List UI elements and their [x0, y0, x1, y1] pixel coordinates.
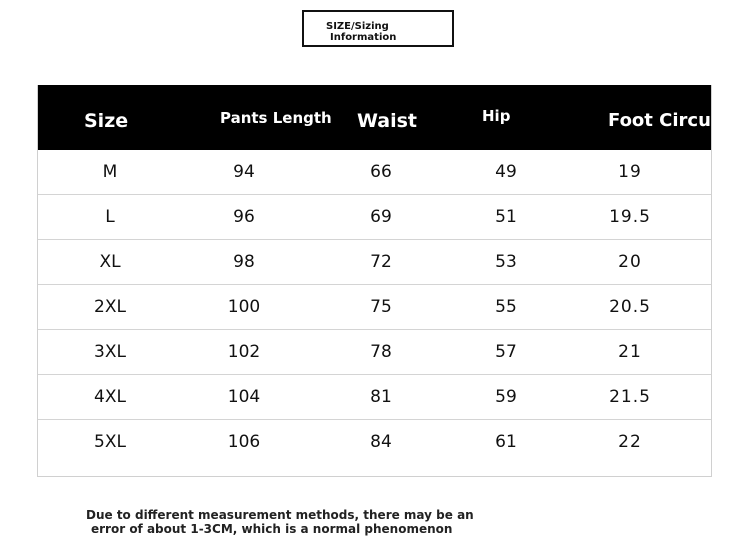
cell-size: 5XL: [94, 432, 126, 452]
cell-waist: 69: [370, 207, 392, 227]
cell-pants-length: 96: [233, 207, 255, 227]
table-row: [38, 330, 711, 375]
table-row: [38, 285, 711, 330]
header-hip: Hip: [482, 107, 511, 125]
cell-size: L: [105, 207, 115, 227]
cell-hip: 51: [495, 207, 517, 227]
cell-pants-length: 102: [227, 342, 261, 362]
cell-pants-length: 94: [233, 162, 255, 182]
cell-hip: 53: [495, 252, 517, 272]
cell-pants-length: 98: [233, 252, 255, 272]
cell-pants-length: 106: [227, 432, 261, 452]
header-pants-length: Pants Length: [220, 109, 332, 127]
cell-foot: 19.5: [609, 207, 651, 227]
table-header: [38, 85, 750, 150]
cell-foot: 20: [618, 252, 642, 272]
cell-waist: 72: [370, 252, 392, 272]
table-row: [38, 240, 711, 285]
note-line-1: Due to different measurement methods, there may be an: [86, 508, 474, 522]
table-row: [38, 150, 711, 195]
title-line-1: SIZE/Sizing: [326, 21, 389, 32]
cell-pants-length: 104: [227, 387, 261, 407]
cell-foot: 19: [618, 162, 642, 182]
table-row: [38, 375, 711, 420]
cell-pants-length: 100: [227, 297, 261, 317]
header-waist: Waist: [357, 110, 418, 132]
cell-size: M: [102, 162, 118, 182]
measurement-note: [86, 508, 474, 536]
cell-waist: 66: [370, 162, 392, 182]
cell-hip: 55: [495, 297, 517, 317]
cell-waist: 84: [370, 432, 392, 452]
cell-waist: 78: [370, 342, 392, 362]
cell-hip: 49: [495, 162, 517, 182]
cell-size: 3XL: [94, 342, 126, 362]
cell-foot: 22: [618, 432, 642, 452]
cell-foot: 21: [618, 342, 642, 362]
cell-hip: 61: [495, 432, 517, 452]
table-row: [38, 420, 711, 465]
note-line-2: error of about 1-3CM, which is a normal phenomenon: [91, 522, 453, 536]
cell-waist: 81: [370, 387, 392, 407]
size-table: [37, 85, 750, 477]
header-foot-circumference: Foot Circumfe: [608, 110, 750, 131]
cell-foot: 21.5: [609, 387, 651, 407]
table-row: [38, 195, 711, 240]
sizing-title-box: [302, 10, 454, 47]
cell-size: XL: [99, 252, 121, 272]
cell-foot: 20.5: [609, 297, 651, 317]
cell-waist: 75: [370, 297, 392, 317]
title-line-2: Information: [330, 32, 397, 43]
cell-hip: 57: [495, 342, 517, 362]
cell-size: 2XL: [94, 297, 126, 317]
header-size: Size: [84, 110, 129, 132]
cell-size: 4XL: [94, 387, 126, 407]
cell-hip: 59: [495, 387, 517, 407]
